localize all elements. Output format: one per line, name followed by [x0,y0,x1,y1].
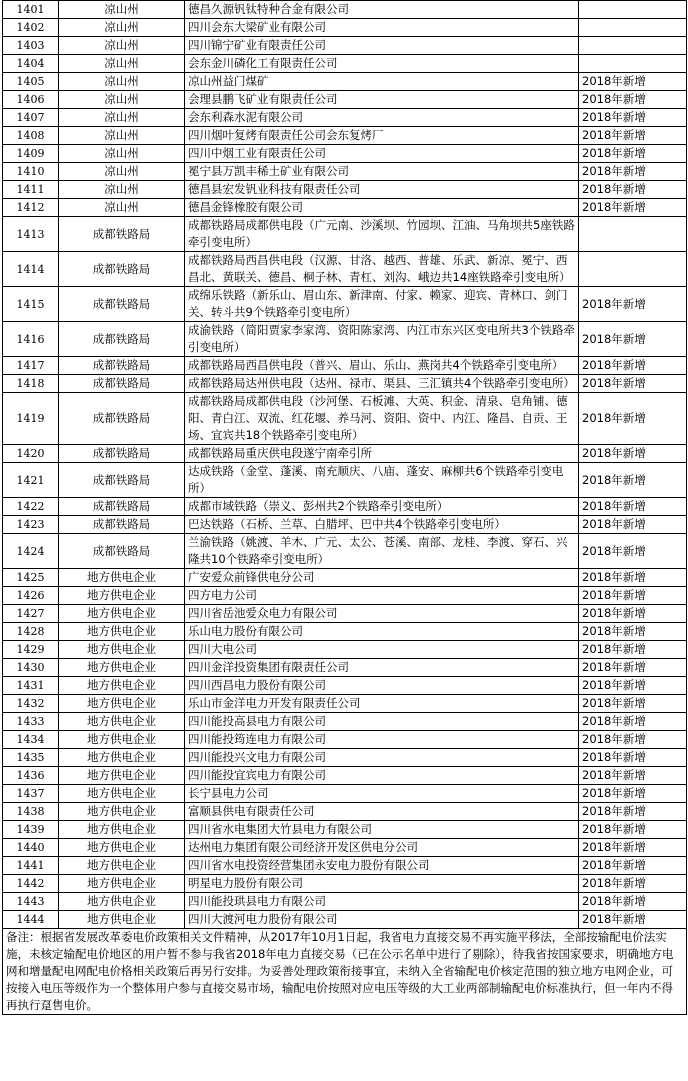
table-row [3,19,687,37]
table-row [3,659,687,677]
region-cell: 地方供电企业 [59,803,185,821]
remark-cell: 2018年新增 [579,445,687,463]
region-cell: 地方供电企业 [59,569,185,587]
region-cell: 成都铁路局 [59,498,185,516]
company-name-cell: 四川能投兴文电力有限公司 [185,749,579,767]
table-row [3,785,687,803]
table-row [3,445,687,463]
company-name-cell: 广安爱众前锋供电分公司 [185,569,579,587]
row-number-cell: 1432 [3,695,59,713]
table-row [3,91,687,109]
table-row [3,875,687,893]
region-cell: 凉山州 [59,127,185,145]
company-name-cell: 德昌县宏发钒业科技有限责任公司 [185,181,579,199]
region-cell: 地方供电企业 [59,677,185,695]
region-cell: 地方供电企业 [59,713,185,731]
company-name-cell: 成都铁路局西昌供电段（普兴、眉山、乐山、燕岗共4个铁路牵引变电所） [185,357,579,375]
table-row [3,145,687,163]
table-row [3,516,687,534]
region-cell: 地方供电企业 [59,893,185,911]
company-name-cell: 四川省水电集团大竹县电力有限公司 [185,821,579,839]
region-cell: 成都铁路局 [59,393,185,445]
company-name-cell: 四川大渡河电力股份有限公司 [185,911,579,929]
remark-cell: 2018年新增 [579,677,687,695]
remark-cell: 2018年新增 [579,839,687,857]
company-name-cell: 达州电力集团有限公司经济开发区供电分公司 [185,839,579,857]
company-name-cell: 四川省水电投资经营集团永安电力股份有限公司 [185,857,579,875]
remark-cell [579,37,687,55]
row-number-cell: 1404 [3,55,59,73]
remark-cell [579,55,687,73]
remark-cell: 2018年新增 [579,731,687,749]
region-cell: 成都铁路局 [59,534,185,569]
company-name-cell: 四川能投珙县电力有限公司 [185,893,579,911]
region-cell: 成都铁路局 [59,516,185,534]
company-list-table [2,0,687,1015]
company-name-cell: 富顺县供电有限责任公司 [185,803,579,821]
company-name-cell: 四川西昌电力股份有限公司 [185,677,579,695]
row-number-cell: 1428 [3,623,59,641]
company-name-cell: 成都市域铁路（崇义、彭州共2个铁路牵引变电所） [185,498,579,516]
remark-cell: 2018年新增 [579,516,687,534]
company-name-cell: 四川烟叶复烤有限责任公司会东复烤厂 [185,127,579,145]
remark-cell: 2018年新增 [579,287,687,322]
company-name-cell: 四川能投高县电力有限公司 [185,713,579,731]
row-number-cell: 1423 [3,516,59,534]
remark-cell: 2018年新增 [579,145,687,163]
region-cell: 地方供电企业 [59,587,185,605]
table-row [3,498,687,516]
remark-cell [579,217,687,252]
company-name-cell: 会东利森水泥有限公司 [185,109,579,127]
table-row [3,767,687,785]
row-number-cell: 1405 [3,73,59,91]
remark-cell: 2018年新增 [579,181,687,199]
remark-cell: 2018年新增 [579,569,687,587]
row-number-cell: 1417 [3,357,59,375]
remark-cell: 2018年新增 [579,803,687,821]
region-cell: 凉山州 [59,91,185,109]
remark-cell: 2018年新增 [579,91,687,109]
table-row [3,821,687,839]
region-cell: 成都铁路局 [59,217,185,252]
remark-cell: 2018年新增 [579,357,687,375]
row-number-cell: 1411 [3,181,59,199]
company-name-cell: 兰渝铁路（姚渡、羊木、广元、太公、苍溪、南部、龙桂、李渡、穿石、兴隆共10个铁路牵引变电所） [185,534,579,569]
region-cell: 凉山州 [59,19,185,37]
region-cell: 成都铁路局 [59,252,185,287]
remark-cell: 2018年新增 [579,785,687,803]
row-number-cell: 1444 [3,911,59,929]
region-cell: 地方供电企业 [59,641,185,659]
table-row [3,37,687,55]
company-name-cell: 德昌金锋橡胶有限公司 [185,199,579,217]
row-number-cell: 1426 [3,587,59,605]
row-number-cell: 1436 [3,767,59,785]
remark-cell: 2018年新增 [579,199,687,217]
table-row [3,641,687,659]
row-number-cell: 1439 [3,821,59,839]
region-cell: 成都铁路局 [59,322,185,357]
table-row [3,181,687,199]
row-number-cell: 1402 [3,19,59,37]
remark-cell: 2018年新增 [579,534,687,569]
region-cell: 地方供电企业 [59,911,185,929]
table-row [3,911,687,929]
row-number-cell: 1412 [3,199,59,217]
row-number-cell: 1437 [3,785,59,803]
table-row [3,217,687,252]
row-number-cell: 1443 [3,893,59,911]
company-name-cell: 凉山州益门煤矿 [185,73,579,91]
row-number-cell: 1403 [3,37,59,55]
company-name-cell: 成都铁路局达州供电段（达州、禄市、渠县、三汇镇共4个铁路牵引变电所） [185,375,579,393]
row-number-cell: 1421 [3,463,59,498]
footnote: 备注：根据省发展改革委电价政策相关文件精神，从2017年10月1日起，我省电力直接交易不再实施平移法，全部按输配电价法实施，未核定输配电价地区的用户暂不参与我省2018年电力直接交易（已在公示名单中进行了剔除），待我省按国家要求，明确地方电网和增量配电网配电价格相关政策后再另行安排。为妥善处理政策衔接事宜，未纳入全省输配电价核定范围的独立地方电网企业，可按接入电压等级作为一个整体用户参与直接交易市场，输配电价按照对应电压等级的大工业两部制输配电价标准执行，但一年内不得再执行趸售电价。 [3,929,687,1015]
company-name-cell: 四川锦宁矿业有限责任公司 [185,37,579,55]
remark-cell: 2018年新增 [579,857,687,875]
remark-cell: 2018年新增 [579,875,687,893]
region-cell: 凉山州 [59,199,185,217]
row-number-cell: 1433 [3,713,59,731]
remark-cell [579,252,687,287]
remark-cell: 2018年新增 [579,393,687,445]
row-number-cell: 1427 [3,605,59,623]
note-row [3,929,687,1015]
row-number-cell: 1438 [3,803,59,821]
row-number-cell: 1410 [3,163,59,181]
remark-cell: 2018年新增 [579,322,687,357]
table-row [3,375,687,393]
row-number-cell: 1422 [3,498,59,516]
company-name-cell: 四川金洋投资集团有限责任公司 [185,659,579,677]
table-row [3,731,687,749]
row-number-cell: 1408 [3,127,59,145]
region-cell: 凉山州 [59,181,185,199]
company-name-cell: 明星电力股份有限公司 [185,875,579,893]
remark-cell: 2018年新增 [579,641,687,659]
region-cell: 凉山州 [59,109,185,127]
region-cell: 地方供电企业 [59,785,185,803]
row-number-cell: 1406 [3,91,59,109]
remark-cell: 2018年新增 [579,695,687,713]
table-row [3,252,687,287]
remark-cell: 2018年新增 [579,623,687,641]
row-number-cell: 1419 [3,393,59,445]
region-cell: 凉山州 [59,163,185,181]
remark-cell [579,19,687,37]
region-cell: 地方供电企业 [59,623,185,641]
company-name-cell: 长宁县电力公司 [185,785,579,803]
company-name-cell: 四川能投宜宾电力有限公司 [185,767,579,785]
row-number-cell: 1418 [3,375,59,393]
table-row [3,109,687,127]
table-row [3,127,687,145]
remark-cell: 2018年新增 [579,767,687,785]
remark-cell: 2018年新增 [579,73,687,91]
remark-cell: 2018年新增 [579,127,687,145]
company-name-cell: 四川会东大梁矿业有限公司 [185,19,579,37]
table-row [3,839,687,857]
region-cell: 地方供电企业 [59,749,185,767]
region-cell: 凉山州 [59,145,185,163]
row-number-cell: 1415 [3,287,59,322]
company-name-cell: 巴达铁路（石桥、兰草、白腊坪、巴中共4个铁路牵引变电所） [185,516,579,534]
row-number-cell: 1424 [3,534,59,569]
table-row [3,713,687,731]
company-name-cell: 四川中烟工业有限责任公司 [185,145,579,163]
table-row [3,623,687,641]
company-name-cell: 成都铁路局成都供电段（沙河堡、石板滩、大英、积金、清泉、皂角铺、德阳、青白江、双流、红花堰、养马河、资阳、资中、内江、隆昌、自贡、王场、宜宾共18个铁路牵引变电所） [185,393,579,445]
table-row [3,357,687,375]
company-name-cell: 四方电力公司 [185,587,579,605]
region-cell: 成都铁路局 [59,463,185,498]
region-cell: 地方供电企业 [59,857,185,875]
region-cell: 地方供电企业 [59,731,185,749]
company-name-cell: 德昌久源钒钛特种合金有限公司 [185,1,579,19]
region-cell: 凉山州 [59,37,185,55]
region-cell: 地方供电企业 [59,767,185,785]
remark-cell: 2018年新增 [579,587,687,605]
table-row [3,55,687,73]
table-row [3,393,687,445]
row-number-cell: 1409 [3,145,59,163]
region-cell: 成都铁路局 [59,287,185,322]
company-name-cell: 会理县鹏飞矿业有限责任公司 [185,91,579,109]
company-name-cell: 成都铁路局成都供电段（广元南、沙溪坝、竹园坝、江油、马角坝共5座铁路牵引变电所） [185,217,579,252]
remark-cell: 2018年新增 [579,893,687,911]
remark-cell: 2018年新增 [579,463,687,498]
table-row [3,322,687,357]
table-row [3,287,687,322]
table-row [3,569,687,587]
remark-cell: 2018年新增 [579,109,687,127]
remark-cell: 2018年新增 [579,659,687,677]
remark-cell: 2018年新增 [579,821,687,839]
row-number-cell: 1401 [3,1,59,19]
company-name-cell: 达成铁路（金堂、蓬溪、南充顺庆、八庙、蓬安、麻柳共6个铁路牵引变电所） [185,463,579,498]
company-name-cell: 成都铁路局重庆供电段遂宁南牵引所 [185,445,579,463]
company-name-cell: 会东金川磷化工有限责任公司 [185,55,579,73]
row-number-cell: 1434 [3,731,59,749]
table-row [3,677,687,695]
company-name-cell: 成渝铁路（简阳贾家李家湾、资阳陈家湾、内江市东兴区变电所共3个铁路牵引变电所） [185,322,579,357]
row-number-cell: 1435 [3,749,59,767]
region-cell: 地方供电企业 [59,839,185,857]
row-number-cell: 1420 [3,445,59,463]
row-number-cell: 1429 [3,641,59,659]
table-row [3,587,687,605]
remark-cell: 2018年新增 [579,749,687,767]
remark-cell: 2018年新增 [579,498,687,516]
row-number-cell: 1413 [3,217,59,252]
region-cell: 地方供电企业 [59,875,185,893]
row-number-cell: 1442 [3,875,59,893]
row-number-cell: 1431 [3,677,59,695]
row-number-cell: 1430 [3,659,59,677]
table-row [3,199,687,217]
table-row [3,534,687,569]
company-name-cell: 四川能投筠连电力有限公司 [185,731,579,749]
table-row [3,463,687,498]
remark-cell: 2018年新增 [579,375,687,393]
table-row [3,73,687,91]
region-cell: 地方供电企业 [59,821,185,839]
region-cell: 地方供电企业 [59,659,185,677]
region-cell: 凉山州 [59,73,185,91]
row-number-cell: 1441 [3,857,59,875]
region-cell: 地方供电企业 [59,695,185,713]
row-number-cell: 1416 [3,322,59,357]
region-cell: 凉山州 [59,1,185,19]
remark-cell [579,1,687,19]
table-body [3,1,687,929]
remark-cell: 2018年新增 [579,605,687,623]
table-row [3,893,687,911]
table-row [3,163,687,181]
region-cell: 成都铁路局 [59,375,185,393]
region-cell: 成都铁路局 [59,357,185,375]
remark-cell: 2018年新增 [579,713,687,731]
company-name-cell: 成绵乐铁路（新乐山、眉山东、新津南、付家、赖家、迎宾、青林口、剑门关、转斗共9个铁路牵引变电所） [185,287,579,322]
company-name-cell: 冕宁县万凯丰稀土矿业有限公司 [185,163,579,181]
company-name-cell: 乐山电力股份有限公司 [185,623,579,641]
remark-cell: 2018年新增 [579,911,687,929]
table-row [3,803,687,821]
company-name-cell: 四川大电公司 [185,641,579,659]
region-cell: 地方供电企业 [59,605,185,623]
table-row [3,605,687,623]
row-number-cell: 1425 [3,569,59,587]
company-name-cell: 乐山市金洋电力开发有限责任公司 [185,695,579,713]
row-number-cell: 1440 [3,839,59,857]
table-row [3,695,687,713]
row-number-cell: 1407 [3,109,59,127]
table-row [3,749,687,767]
remark-cell: 2018年新增 [579,163,687,181]
company-name-cell: 四川省岳池爱众电力有限公司 [185,605,579,623]
company-name-cell: 成都铁路局西昌供电段（汉源、甘洛、越西、普雄、乐武、新凉、冕宁、西昌北、黄联关、德昌、桐子林、青杠、刘沟、峨边共14座铁路牵引变电所） [185,252,579,287]
table-row [3,857,687,875]
region-cell: 凉山州 [59,55,185,73]
row-number-cell: 1414 [3,252,59,287]
table-row [3,1,687,19]
region-cell: 成都铁路局 [59,445,185,463]
